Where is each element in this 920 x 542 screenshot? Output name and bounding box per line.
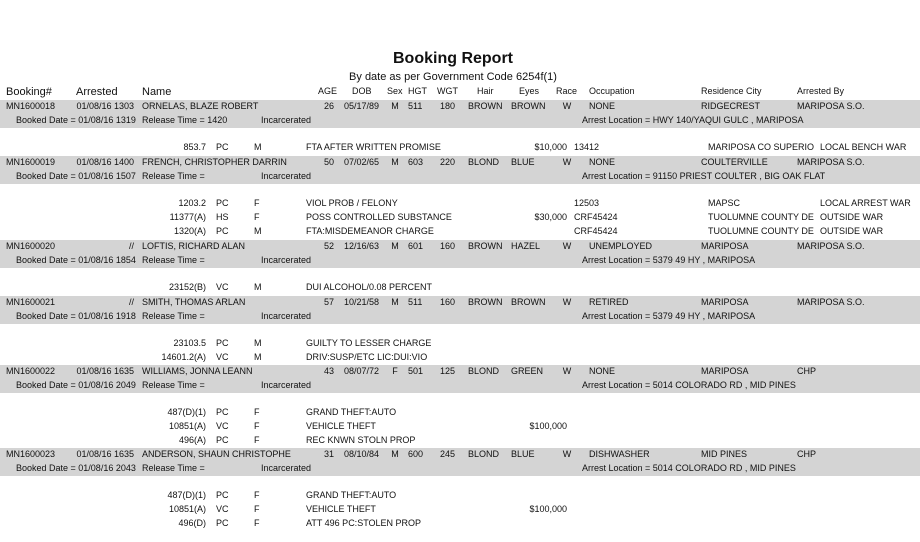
header-age: AGE: [318, 86, 338, 96]
person-name: ANDERSON, SHAUN CHRISTOPHE: [142, 449, 291, 459]
occupation: NONE: [589, 366, 616, 376]
race: W: [562, 366, 572, 376]
sex: M: [391, 241, 399, 251]
dob: 07/02/65: [344, 157, 380, 167]
booking-number: MN1600018: [6, 101, 56, 111]
weight: 220: [440, 157, 456, 167]
charge-type: VC: [216, 282, 229, 292]
arrested-datetime: 01/08/16 1303: [76, 101, 134, 111]
charge-type: PC: [216, 226, 229, 236]
charge-description: VEHICLE THEFT: [306, 504, 376, 514]
hair: BLOND: [468, 366, 500, 376]
charge-type: HS: [216, 212, 229, 222]
charge-type: PC: [216, 198, 229, 208]
booked-date: Booked Date = 01/08/16 1918: [16, 311, 136, 321]
header-occupation: Occupation: [589, 86, 635, 96]
court: MARIPOSA CO SUPERIO: [708, 142, 815, 152]
weight: 160: [440, 241, 456, 251]
release-time: Release Time = 1420: [142, 115, 228, 125]
eyes: HAZEL: [511, 241, 541, 251]
race: W: [562, 297, 572, 307]
height: 501: [408, 366, 424, 376]
residence-city: RIDGECREST: [701, 101, 761, 111]
weight: 245: [440, 449, 456, 459]
court: MAPSC: [708, 198, 741, 208]
age: 50: [323, 157, 334, 167]
page-title: Booking Report: [393, 50, 513, 67]
bail-amount: $30,000: [534, 212, 567, 222]
occupation: NONE: [589, 157, 616, 167]
residence-city: MID PINES: [701, 449, 748, 459]
arrested-datetime: //: [128, 297, 134, 307]
charge-description: FTA AFTER WRITTEN PROMISE: [306, 142, 441, 152]
height: 603: [408, 157, 424, 167]
charge-level: M: [254, 282, 262, 292]
eyes: BLUE: [511, 157, 535, 167]
booking-number: MN1600021: [6, 297, 56, 307]
charge-code: 23103.5: [173, 338, 206, 348]
case-number: 13412: [574, 142, 600, 152]
residence-city: MARIPOSA: [701, 241, 749, 251]
residence-city: MARIPOSA: [701, 297, 749, 307]
sex: M: [391, 297, 399, 307]
warrant-type: OUTSIDE WAR: [820, 212, 884, 222]
charge-description: GRAND THEFT:AUTO: [306, 407, 397, 417]
charge-description: REC KNWN STOLN PROP: [306, 435, 416, 445]
race: W: [562, 157, 572, 167]
release-time: Release Time =: [142, 311, 205, 321]
person-name: FRENCH, CHRISTOPHER DARRIN: [142, 157, 287, 167]
person-name: WILLIAMS, JONNA LEANN: [142, 366, 253, 376]
header-eyes: Eyes: [519, 86, 540, 96]
charge-level: F: [254, 490, 260, 500]
charge-description: FTA:MISDEMEANOR CHARGE: [306, 226, 434, 236]
header-arrested: Arrested: [76, 86, 118, 98]
arrested-datetime: //: [128, 241, 134, 251]
charge-code: 496(D): [178, 518, 206, 528]
header-sex: Sex: [387, 86, 403, 96]
bail-amount: $10,000: [534, 142, 567, 152]
age: 52: [323, 241, 334, 251]
hair: BLOND: [468, 449, 500, 459]
custody-status: Incarcerated: [261, 463, 312, 473]
dob: 05/17/89: [344, 101, 380, 111]
charge-code: 1320(A): [173, 226, 206, 236]
booking-number: MN1600023: [6, 449, 56, 459]
arrest-location: Arrest Location = HWY 140/YAQUI GULC , MARIPOSA: [582, 115, 804, 125]
charge-type: PC: [216, 518, 229, 528]
booked-date: Booked Date = 01/08/16 1507: [16, 171, 136, 181]
charge-description: DUI ALCOHOL/0.08 PERCENT: [306, 282, 433, 292]
bail-amount: $100,000: [529, 421, 567, 431]
charge-code: 10851(A): [168, 421, 206, 431]
age: 57: [323, 297, 334, 307]
charge-level: F: [254, 518, 260, 528]
arrested-by: MARIPOSA S.O.: [797, 241, 865, 251]
arrest-location: Arrest Location = 5379 49 HY , MARIPOSA: [582, 255, 756, 265]
header-hair: Hair: [477, 86, 494, 96]
age: 43: [323, 366, 334, 376]
eyes: GREEN: [511, 366, 544, 376]
charge-type: VC: [216, 504, 229, 514]
occupation: UNEMPLOYED: [589, 241, 653, 251]
case-number: CRF45424: [574, 226, 618, 236]
occupation: NONE: [589, 101, 616, 111]
case-number: CRF45424: [574, 212, 618, 222]
header-booking: Booking#: [6, 86, 52, 98]
charge-code: 11377(A): [169, 212, 206, 222]
court: TUOLUMNE COUNTY DE: [708, 226, 814, 236]
arrested-by: MARIPOSA S.O.: [797, 157, 865, 167]
arrested-datetime: 01/08/16 1400: [76, 157, 134, 167]
warrant-type: LOCAL ARREST WAR: [820, 198, 911, 208]
height: 511: [408, 297, 423, 307]
header-race: Race: [556, 86, 578, 96]
charge-description: VEHICLE THEFT: [306, 421, 376, 431]
race: W: [562, 241, 572, 251]
charge-code: 1203.2: [178, 198, 206, 208]
booking-number: MN1600020: [6, 241, 56, 251]
occupation: RETIRED: [589, 297, 629, 307]
header-wgt: WGT: [437, 86, 458, 96]
bail-amount: $100,000: [529, 504, 567, 514]
booked-date: Booked Date = 01/08/16 2049: [16, 380, 136, 390]
booked-date: Booked Date = 01/08/16 1319: [16, 115, 136, 125]
person-name: LOFTIS, RICHARD ALAN: [142, 241, 246, 251]
arrested-by: CHP: [797, 449, 817, 459]
charge-description: GUILTY TO LESSER CHARGE: [306, 338, 432, 348]
dob: 12/16/63: [344, 241, 380, 251]
occupation: DISHWASHER: [589, 449, 650, 459]
record-band: [0, 240, 920, 268]
arrest-location: Arrest Location = 91150 PRIEST COULTER , BIG OAK FLAT: [582, 171, 826, 181]
residence-city: COULTERVILLE: [701, 157, 768, 167]
hair: BROWN: [468, 241, 503, 251]
charge-description: GRAND THEFT:AUTO: [306, 490, 397, 500]
charge-code: 496(A): [178, 435, 206, 445]
charge-level: F: [254, 435, 260, 445]
charge-description: VIOL PROB / FELONY: [306, 198, 398, 208]
header-residence-city: Residence City: [701, 86, 762, 96]
custody-status: Incarcerated: [261, 380, 312, 390]
release-time: Release Time =: [142, 380, 205, 390]
weight: 160: [440, 297, 456, 307]
release-time: Release Time =: [142, 463, 205, 473]
weight: 125: [440, 366, 456, 376]
charge-type: PC: [216, 407, 229, 417]
custody-status: Incarcerated: [261, 171, 312, 181]
hair: BROWN: [468, 101, 503, 111]
court: TUOLUMNE COUNTY DE: [708, 212, 814, 222]
charge-level: F: [254, 407, 260, 417]
charge-level: M: [254, 226, 262, 236]
arrest-location: Arrest Location = 5379 49 HY , MARIPOSA: [582, 311, 756, 321]
booked-date: Booked Date = 01/08/16 1854: [16, 255, 136, 265]
warrant-type: LOCAL BENCH WAR: [820, 142, 907, 152]
charge-description: ATT 496 PC:STOLEN PROP: [306, 518, 422, 528]
charge-type: VC: [216, 421, 229, 431]
release-time: Release Time =: [142, 171, 205, 181]
eyes: BROWN: [511, 101, 546, 111]
charge-level: F: [254, 198, 260, 208]
booked-date: Booked Date = 01/08/16 2043: [16, 463, 136, 473]
race: W: [562, 449, 572, 459]
arrest-location: Arrest Location = 5014 COLORADO RD , MID PINES: [582, 380, 796, 390]
header-name: Name: [142, 86, 172, 98]
charge-type: PC: [216, 142, 229, 152]
dob: 10/21/58: [344, 297, 380, 307]
weight: 180: [440, 101, 456, 111]
eyes: BROWN: [511, 297, 546, 307]
person-name: SMITH, THOMAS ARLAN: [142, 297, 246, 307]
charge-type: PC: [216, 338, 229, 348]
charge-type: PC: [216, 435, 229, 445]
warrant-type: OUTSIDE WAR: [820, 226, 884, 236]
hair: BROWN: [468, 297, 503, 307]
charge-code: 14601.2(A): [161, 352, 206, 362]
header-arrested-by: Arrested By: [797, 86, 845, 96]
person-name: ORNELAS, BLAZE ROBERT: [142, 101, 259, 111]
page-subtitle: By date as per Government Code 6254f(1): [349, 71, 557, 83]
record-band: [0, 296, 920, 324]
charge-level: F: [254, 212, 260, 222]
arrested-by: CHP: [797, 366, 817, 376]
arrested-by: MARIPOSA S.O.: [797, 297, 865, 307]
charge-code: 853.7: [183, 142, 206, 152]
custody-status: Incarcerated: [261, 115, 312, 125]
charge-type: VC: [216, 352, 229, 362]
arrest-location: Arrest Location = 5014 COLORADO RD , MID PINES: [582, 463, 796, 473]
header-hgt: HGT: [408, 86, 427, 96]
dob: 08/10/84: [344, 449, 380, 459]
hair: BLOND: [468, 157, 500, 167]
case-number: 12503: [574, 198, 600, 208]
arrested-by: MARIPOSA S.O.: [797, 101, 865, 111]
charge-description: POSS CONTROLLED SUBSTANCE: [306, 212, 452, 222]
charge-type: PC: [216, 490, 229, 500]
arrested-datetime: 01/08/16 1635: [76, 366, 134, 376]
residence-city: MARIPOSA: [701, 366, 749, 376]
eyes: BLUE: [511, 449, 535, 459]
custody-status: Incarcerated: [261, 311, 312, 321]
booking-number: MN1600022: [6, 366, 56, 376]
charge-level: F: [254, 421, 260, 431]
custody-status: Incarcerated: [261, 255, 312, 265]
charge-code: 10851(A): [168, 504, 206, 514]
height: 511: [408, 101, 423, 111]
height: 601: [408, 241, 424, 251]
sex: M: [391, 157, 399, 167]
arrested-datetime: 01/08/16 1635: [76, 449, 134, 459]
height: 600: [408, 449, 424, 459]
age: 31: [323, 449, 334, 459]
charge-code: 487(D)(1): [167, 407, 206, 417]
sex: M: [391, 101, 399, 111]
sex: M: [391, 449, 399, 459]
charge-description: DRIV:SUSP/ETC LIC:DUI:VIO: [306, 352, 428, 362]
charge-level: F: [254, 504, 260, 514]
age: 26: [323, 101, 334, 111]
header-dob: DOB: [352, 86, 372, 96]
dob: 08/07/72: [344, 366, 380, 376]
charge-level: M: [254, 142, 262, 152]
charge-level: M: [254, 338, 262, 348]
release-time: Release Time =: [142, 255, 205, 265]
race: W: [562, 101, 572, 111]
sex: F: [392, 366, 398, 376]
charge-code: 487(D)(1): [167, 490, 206, 500]
charge-level: M: [254, 352, 262, 362]
charge-code: 23152(B): [168, 282, 206, 292]
booking-number: MN1600019: [6, 157, 56, 167]
